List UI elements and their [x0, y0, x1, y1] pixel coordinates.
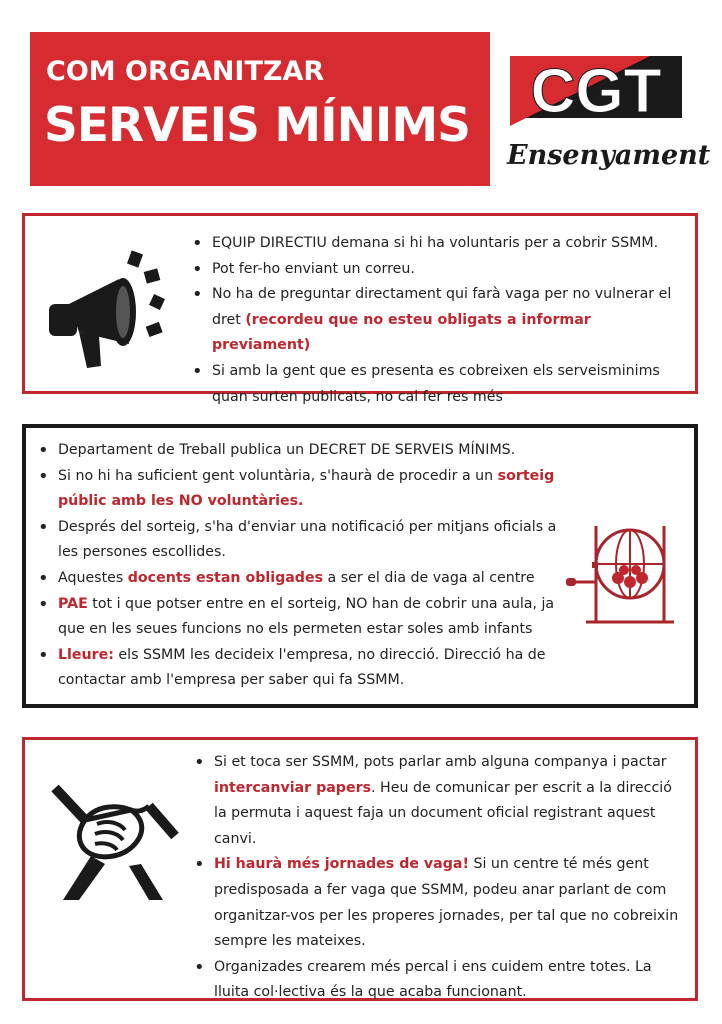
logo-text: CGT	[530, 57, 662, 126]
section2-list	[34, 438, 574, 694]
item-text: a ser el dia de vaga al centre	[323, 569, 535, 586]
title-line-2: SERVEIS MÍNIMS	[44, 98, 471, 153]
item-text: . Heu de comunicar per escrit a la direcció la permuta i aquest faja un document oficial registrant aquest canvi.	[214, 779, 672, 847]
item-text: Després del sorteig, s'ha d'enviar una notificació per mitjans oficials a les persones escollides.	[58, 518, 557, 561]
item-text: Si un centre té més gent predisposada a fer vaga que SSMM, podeu anar parlant de com organitzar-vos per les properes jornades, per tal que no cobreixin sempre les mateixes.	[214, 856, 679, 950]
list-item	[190, 955, 684, 1006]
item-text: Si no hi ha suficient gent voluntària, s'haurà de procedir a un	[58, 467, 498, 484]
item-text: Aquestes	[58, 569, 128, 586]
section3-list	[190, 750, 684, 1006]
item-highlight: (recordeu que no esteu obligats a informar previament)	[212, 311, 591, 354]
item-highlight: Hi haurà més jornades de vaga!	[214, 856, 469, 873]
list-item	[188, 359, 688, 410]
list-item	[34, 438, 574, 464]
list-item	[34, 592, 574, 643]
item-highlight: Lleure:	[58, 646, 114, 663]
title-banner	[30, 32, 490, 186]
item-text: Pot fer-ho enviant un correu.	[212, 260, 415, 277]
list-item	[190, 852, 684, 954]
item-highlight: sorteig públic amb les NO voluntàries.	[58, 467, 555, 510]
list-item	[34, 566, 574, 592]
item-text: Organizades crearem més percal i ens cuidem entre totes. La lluita col·lectiva és la que acaba funcionant.	[214, 958, 652, 1001]
list-item	[34, 464, 574, 515]
section-work-department	[22, 424, 698, 708]
megaphone-icon	[39, 244, 179, 374]
item-text: No ha de preguntar directament qui farà vaga per no vulnerar el dret	[212, 286, 672, 328]
section-directive-team	[22, 213, 698, 405]
item-text: Departament de Treball publica un DECRET DE SERVEIS MÍNIMS.	[58, 442, 516, 458]
section1-list	[188, 231, 688, 410]
item-text: Si et toca ser SSMM, pots parlar amb alguna companya i pactar	[214, 754, 667, 770]
list-item	[188, 282, 688, 359]
item-text: Si amb la gent que es presenta es cobreixen els serveisminims quan surten publicats, no cal fer res més	[212, 362, 660, 405]
list-item	[188, 231, 688, 257]
item-highlight: intercanviar papers	[214, 779, 372, 796]
item-text: EQUIP DIRECTIU demana si hi ha voluntaris per a cobrir SSMM.	[212, 235, 659, 251]
item-text: els SSMM les decideix l'empresa, no direcció. Direcció ha de contactar amb l'empresa per saber qui fa SSMM.	[58, 646, 546, 689]
section-swap-roles	[22, 737, 698, 1001]
item-highlight: docents estan obligades	[127, 569, 324, 586]
list-item	[34, 515, 574, 566]
list-item	[188, 257, 688, 283]
list-item	[190, 750, 684, 852]
title-line-1: COM ORGANITZAR	[46, 56, 325, 87]
lottery-drum-icon	[566, 512, 686, 632]
list-item	[34, 643, 574, 694]
handshake-icon	[45, 776, 185, 906]
logo-subtitle: Ensenyament	[507, 140, 711, 171]
item-highlight: PAE	[58, 595, 88, 612]
item-text: tot i que potser entre en el sorteig, NO han de cobrir una aula, ja que en les seues funcions no els permeten estar soles amb infants	[58, 595, 555, 638]
